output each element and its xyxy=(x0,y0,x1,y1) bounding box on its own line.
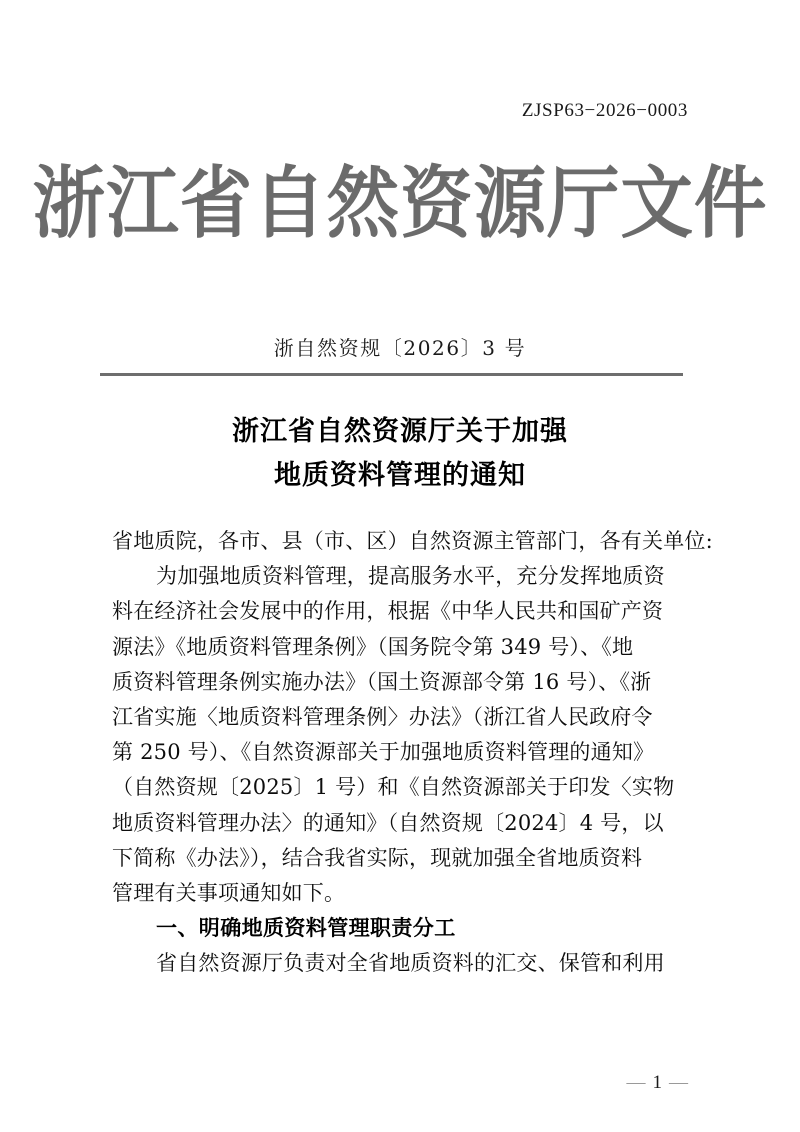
page-title-line-2: 地质资料管理的通知 xyxy=(274,460,526,491)
page-title-line-1: 浙江省自然资源厅关于加强 xyxy=(232,416,568,447)
salutation-paragraph xyxy=(112,524,713,559)
header-divider-rule xyxy=(100,373,683,376)
opening-line-1: 为加强地质资料管理，提高服务水平，充分发挥地质资 xyxy=(156,564,665,589)
opening-line-6: 第 250 号）、《自然资源部关于加强地质资料管理的通知》 xyxy=(112,740,655,765)
opening-line-8: 地质资料管理办法〉的通知》（自然资规〔2024〕4 号，以 xyxy=(112,810,664,835)
section-heading-1: 一、明确地质资料管理职责分工 xyxy=(156,916,456,941)
opening-line-5: 江省实施〈地质资料管理条例〉办法》（浙江省人民政府令 xyxy=(112,705,653,730)
section-1-line-1: 省自然资源厅负责对全省地质资料的汇交、保管和利用 xyxy=(156,951,665,976)
salutation-line: 省地质院，各市、县（市、区）自然资源主管部门，各有关单位: xyxy=(112,529,713,553)
document-code: ZJSP63−2026−0003 xyxy=(521,100,688,121)
opening-paragraph xyxy=(112,559,689,911)
document-body xyxy=(112,524,713,982)
opening-line-9: 下简称《办法》），结合我省实际，现就加强全省地质资料 xyxy=(112,845,643,870)
footer-dash-right: — xyxy=(669,1072,688,1093)
document-serial-number: 浙自然资规〔2026〕3 号 xyxy=(273,336,527,360)
opening-line-2: 料在经济社会发展中的作用，根据《中华人民共和国矿产资 xyxy=(112,599,664,624)
opening-line-7: （自然资规〔2025〕1 号）和《自然资源部关于印发〈实物 xyxy=(112,775,675,800)
opening-line-4: 质资料管理条例实施办法》（国土资源部令第 16 号）、《浙 xyxy=(112,669,652,694)
footer-dash-left: — xyxy=(626,1072,646,1093)
masthead-title: 浙江省自然资源厅文件 xyxy=(32,159,768,249)
section-1-paragraph xyxy=(112,946,689,981)
page-footer xyxy=(627,1072,689,1094)
opening-line-3: 源法》《地质资料管理条例》（国务院令第 349 号）、《地 xyxy=(112,634,634,659)
footer-page-number: 1 xyxy=(652,1072,662,1093)
opening-line-10: 管理有关事项通知如下。 xyxy=(112,881,346,906)
page-title xyxy=(0,410,800,498)
